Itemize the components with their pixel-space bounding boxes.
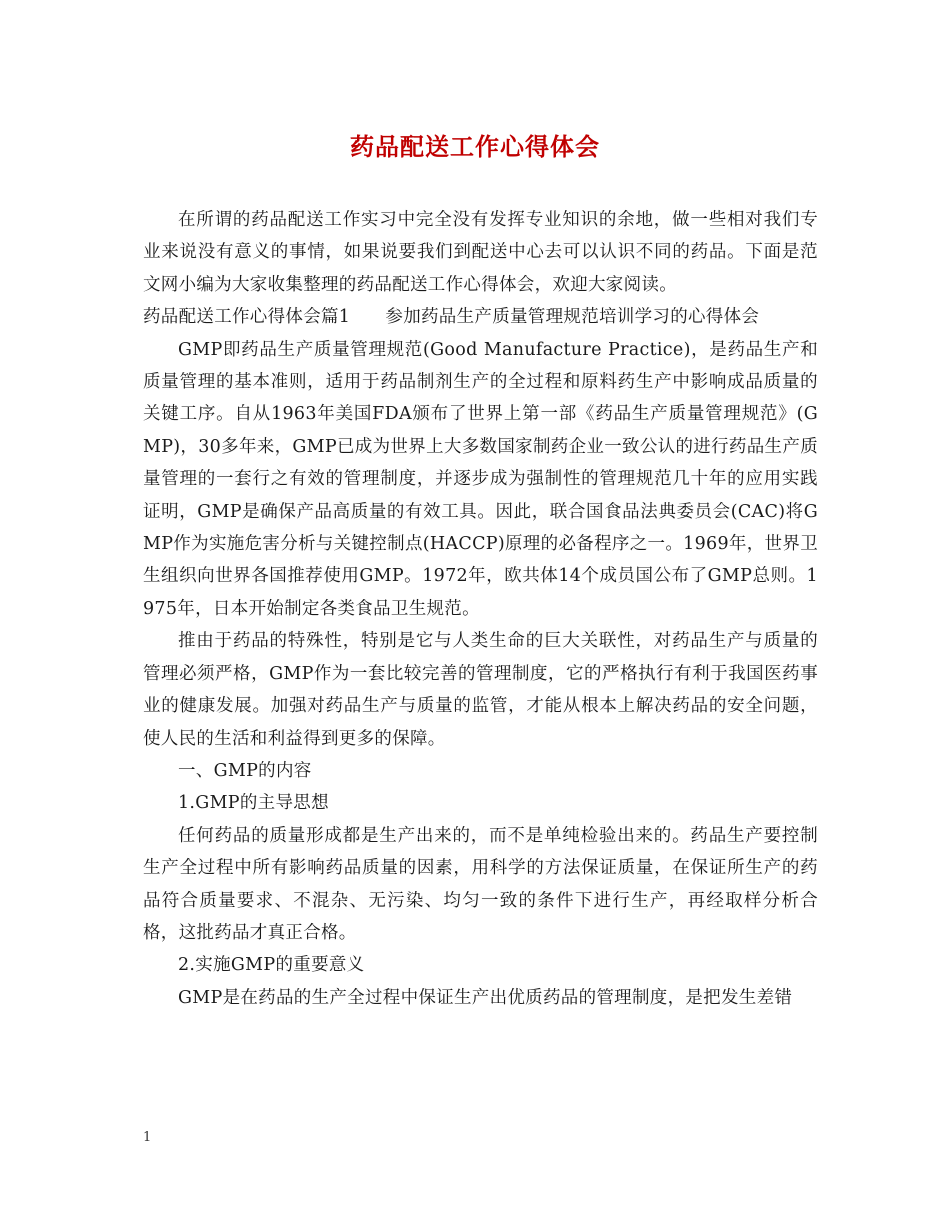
document-title: 药品配送工作心得体会 — [350, 132, 600, 161]
paragraph-intro: 在所谓的药品配送工作实习中完全没有发挥专业知识的余地，做一些相对我们专业来说没有意义的事情，如果说要我们到配送中心去可以认识不同的药品。下面是范文网小编为大家收集整理的药品配送工作心得体会，欢迎大家阅读。 — [143, 210, 818, 295]
subsection-heading-main-idea: 1.GMP的主导思想 — [178, 793, 329, 814]
paragraph-gmp-definition: GMP即药品生产质量管理规范(Good Manufacture Practice)，是药品生产和质量管理的基本准则，适用于药品制剂生产的全过程和原料药生产中影响成品质量的关键工序。自从1963年美国FDA颁布了世界上第一部《药品生产质量管理规范》(GMP)，30多年来，GMP已成为世界上大多数国家制药企业一致公认的进行药品生产质量管理的一套行之有效的管理制度，并逐步成为强制性的管理规范几十年的应用实践证明，GMP是确保产品高质量的有效工具。因此，联合国食品法典委员会(CAC)将GMP作为实施危害分析与关键控制点(HACCP)原理的必备程序之一。1969年，世界卫生组织向世界各国推荐使用GMP。1972年，欧共体14个成员国公布了GMP总则。1975年，日本开始制定各类食品卫生规范。 — [143, 339, 818, 619]
paragraph-article-heading: 药品配送工作心得体会篇1 参加药品生产质量管理规范培训学习的心得体会 — [143, 307, 760, 328]
document-body — [143, 204, 818, 1014]
page-number: 1 — [143, 1130, 152, 1145]
paragraph-main-idea: 任何药品的质量形成都是生产出来的，而不是单纯检验出来的。药品生产要控制生产全过程中所有影响药品质量的因素，用科学的方法保证质量，在保证所生产的药品符合质量要求、不混杂、无污染、均匀一致的条件下进行生产，再经取样分析合格，这批药品才真正合格。 — [143, 825, 818, 943]
paragraph-significance: GMP是在药品的生产全过程中保证生产出优质药品的管理制度，是把发生差错 — [178, 987, 793, 1008]
section-heading-gmp-content: 一、GMP的内容 — [178, 760, 312, 781]
paragraph-gmp-importance: 推由于药品的特殊性，特别是它与人类生命的巨大关联性，对药品生产与质量的管理必须严格，GMP作为一套比较完善的管理制度，它的严格执行有利于我国医药事业的健康发展。加强对药品生产与质量的监管，才能从根本上解决药品的安全问题，使人民的生活和利益得到更多的保障。 — [143, 631, 818, 749]
subsection-heading-significance: 2.实施GMP的重要意义 — [178, 955, 365, 976]
